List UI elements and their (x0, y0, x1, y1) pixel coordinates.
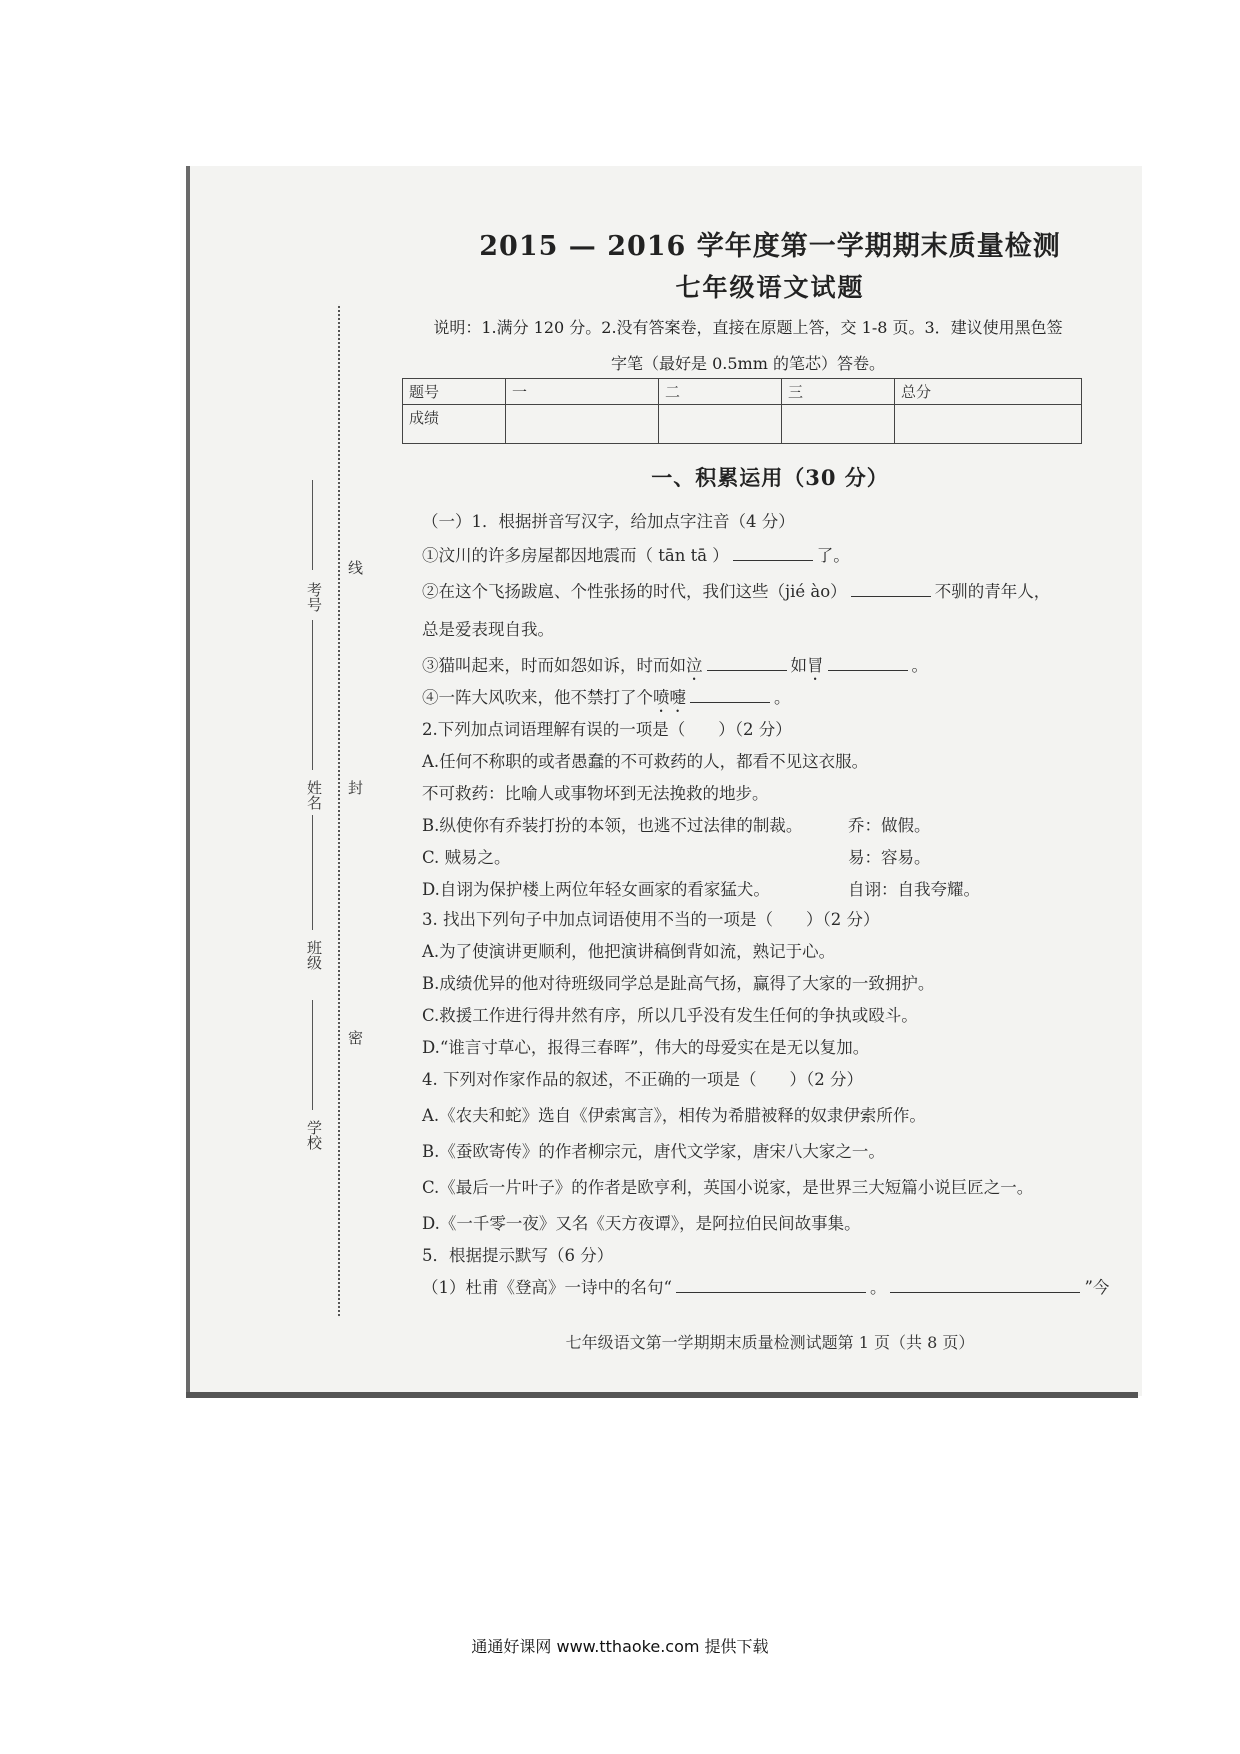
q2-option-a: A.任何不称职的或者愚蠢的不可救药的人，都看不见这衣服。 (422, 752, 869, 771)
answer-blank[interactable] (690, 688, 770, 703)
q3-option-d: D.“谁言寸草心，报得三春晖”，伟大的母爱实在是无以复加。 (422, 1038, 870, 1057)
dotted-char: 泣 (686, 656, 703, 675)
answer-blank[interactable] (707, 656, 787, 671)
q5-head: 5．根据提示默写（6 分） (422, 1246, 614, 1265)
q2-head: 2.下列加点词语理解有误的一项是（ ）（2 分） (422, 720, 792, 739)
q1-item-1-text: ①汶川的许多房屋都因地震而（ tān tā ） (422, 546, 729, 565)
binding-line (338, 306, 340, 1316)
q2-option-c-ans: 易：容易。 (848, 848, 931, 867)
q3-option-b: B.成绩优异的他对待班级同学总是趾高气扬，赢得了大家的一致拥护。 (422, 974, 935, 993)
exam-instructions (418, 310, 1078, 382)
q3-option-c: C.救援工作进行得井然有序，所以几乎没有发生任何的争执或殴斗。 (422, 1006, 918, 1025)
exam-subtitle: 七年级语文试题 (675, 273, 865, 302)
blank-class (312, 815, 313, 930)
q2-option-d-ans: 自诩：自我夸耀。 (848, 880, 980, 899)
q1-item-4-text: ④一阵大风吹来，他不禁打了个 (422, 688, 653, 707)
label-name: 姓名 (305, 780, 323, 810)
q5-item-1-sep: 。 (869, 1278, 887, 1297)
instructions-line-1: 说明：1.满分 120 分。2.没有答案卷，直接在原题上答，交 1-8 页。3．建议使用黑色签 (433, 318, 1063, 337)
q1-item-4-end: 。 (774, 688, 791, 707)
cell-part-3: 三 (782, 379, 895, 405)
q5-item-1-text: （1）杜甫《登高》一诗中的名句“ (422, 1278, 672, 1297)
q1-item-1-end: 了。 (816, 546, 850, 565)
q2-option-d: D.自诩为保护楼上两位年轻女画家的看家猛犬。 (422, 880, 770, 899)
cell-score-1[interactable] (506, 405, 659, 444)
scan-edge (186, 1392, 1138, 1398)
q4-option-c: C.《最后一片叶子》的作者是欧亨利，英国小说家，是世界三大短篇小说巨匠之一。 (422, 1178, 1034, 1197)
q1-item-2-cont: 总是爱表现自我。 (422, 620, 554, 639)
blank-exam-number (312, 480, 313, 570)
label-school: 学校 (305, 1120, 323, 1150)
q2-option-b-ans: 乔：做假。 (848, 816, 931, 835)
q5-item-1-end: ”今 (1084, 1278, 1110, 1297)
q4-option-b: B.《蚕欧寄传》的作者柳宗元，唐代文学家，唐宋八大家之一。 (422, 1142, 885, 1161)
q4-option-a: A.《农夫和蛇》选自《伊索寓言》，相传为希腊被释的奴隶伊索所作。 (422, 1106, 926, 1125)
label-class: 班级 (305, 940, 323, 970)
answer-blank[interactable] (851, 582, 931, 597)
answer-blank[interactable] (828, 656, 908, 671)
binding-word-xian: 线 (346, 560, 364, 575)
cell-total: 总分 (895, 379, 1082, 405)
cell-part-1: 一 (506, 379, 659, 405)
cell-score-total[interactable] (895, 405, 1082, 444)
q1-item-1 (422, 542, 850, 566)
q1-item-3-end: 。 (911, 656, 928, 675)
q1-item-3-mid: 如 (790, 656, 807, 675)
dotted-char: 冒 (807, 656, 824, 675)
dotted-word: 喷嚏 (653, 688, 686, 707)
q2-option-b: B.纵使你有乔装打扮的本领，也逃不过法律的制裁。 (422, 816, 803, 835)
q1-item-3-text: ③猫叫起来，时而如怨如诉，时而如 (422, 656, 686, 675)
q2-option-a-def: 不可救药：比喻人或事物坏到无法挽救的地步。 (422, 784, 769, 803)
page-footer: 七年级语文第一学期期末质量检测试题第 1 页（共 8 页） (565, 1333, 975, 1352)
blank-name (312, 620, 313, 770)
cell-score-label: 成绩 (403, 405, 506, 444)
cell-question-number: 题号 (403, 379, 506, 405)
instructions-line-2: 字笔（最好是 0.5mm 的笔芯）答卷。 (611, 354, 885, 373)
q3-head: 3. 找出下列句子中加点词语使用不当的一项是（ ）（2 分） (422, 910, 880, 929)
score-table-header-row (403, 379, 1082, 405)
exam-title: 2015 — 2016 学年度第一学期期末质量检测 (479, 231, 1061, 262)
blank-school (312, 1000, 313, 1110)
q3-option-a: A.为了使演讲更顺利，他把演讲稿倒背如流，熟记于心。 (422, 942, 836, 961)
download-footer: 通通好课网 www.tthaoke.com 提供下载 (471, 1637, 769, 1656)
q4-head: 4. 下列对作家作品的叙述，不正确的一项是（ ）（2 分） (422, 1070, 863, 1089)
answer-blank[interactable] (676, 1278, 866, 1293)
cell-part-2: 二 (659, 379, 782, 405)
q4-option-d: D.《一千零一夜》又名《天方夜谭》，是阿拉伯民间故事集。 (422, 1214, 861, 1233)
answer-blank[interactable] (890, 1278, 1080, 1293)
label-exam-number: 考号 (305, 582, 323, 612)
cell-score-2[interactable] (659, 405, 782, 444)
q5-item-1 (422, 1274, 1109, 1298)
q1-item-2-text: ②在这个飞扬跋扈、个性张扬的时代，我们这些（jié ào） (422, 582, 847, 601)
cell-score-3[interactable] (782, 405, 895, 444)
q2-option-c: C. 贼易之。 (422, 848, 511, 867)
q1-item-2-end: 不驯的青年人， (934, 582, 1051, 601)
q1-item-4 (422, 684, 791, 716)
score-table (402, 378, 1082, 444)
score-table-score-row (403, 405, 1082, 444)
answer-blank[interactable] (733, 546, 813, 561)
binding-word-mi: 密 (346, 1030, 364, 1045)
q1-item-3 (422, 652, 928, 684)
q1-item-2 (422, 578, 1050, 602)
binding-word-feng: 封 (346, 780, 364, 795)
q1-head: （一）1．根据拼音写汉字，给加点字注音（4 分） (422, 512, 795, 531)
section-title: 一、积累运用（30 分） (651, 465, 889, 490)
